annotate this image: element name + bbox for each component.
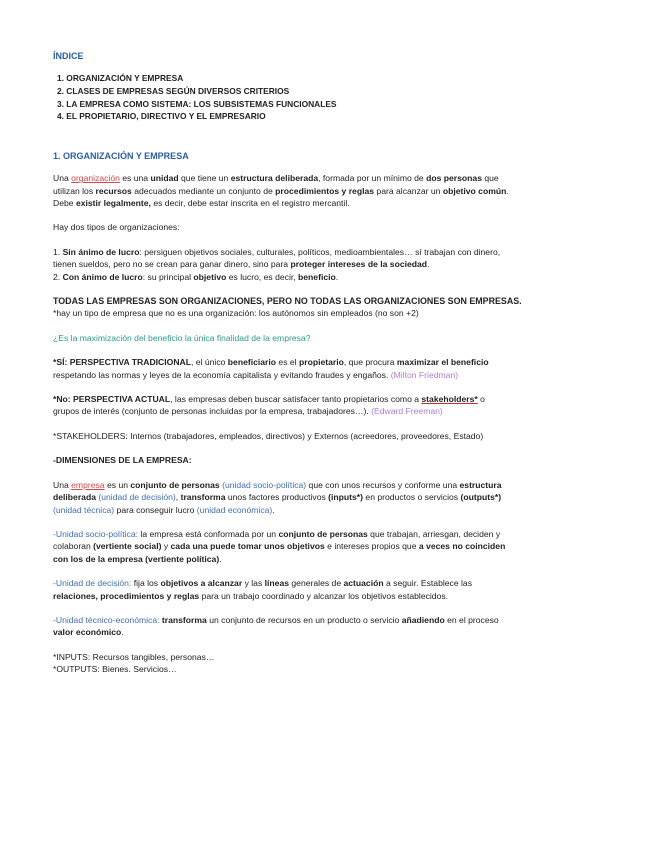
paragraph-unidad-tecnico-economica: -Unidad técnico-económica: transforma un conjunto de recursos en un producto o servicio añadiendo en el proceso valor económico. (53, 614, 499, 638)
paragraph-inputs: *INPUTS: Recursos tangibles, personas… *OUTPUTS: Bienes. Servicios… (53, 651, 215, 675)
paragraph-statement: TODAS LAS EMPRESAS SON ORGANIZACIONES, PERO NO TODAS LAS ORGANIZACIONES SON EMPRESAS. *hay un tipo de empresa que no es una organización: los autónomos sin empleados (no son +2) (53, 296, 522, 319)
paragraph-lucro: 1. Sin ánimo de lucro: persiguen objetivos sociales, culturales, políticos, medioambientales… sí trabajan con dinero, tienen sueldos, pero no se crean para ganar dinero, sino para proteger intereses de la sociedad. 2. Con ánimo de lucro: su principal objetivo es lucro, es decir, beneficio. (53, 246, 501, 282)
section-title: 1. ORGANIZACIÓN Y EMPRESA (53, 150, 189, 161)
paragraph-perspectiva-tradicional: *SÍ: PERSPECTIVA TRADICIONAL, el único beneficiario es el propietario, que procura maximizar el beneficio respetando las normas y leyes de la economía capitalista y evitando fraudes y engaños. (Milton Friedman) (53, 357, 489, 380)
document-page (53, 50, 601, 676)
index-title: ÍNDICE (53, 51, 84, 61)
question-heading: ¿Es la maximización del beneficio la única finalidad de la empresa? (53, 332, 311, 343)
paragraph-stakeholders: *STAKEHOLDERS: Internos (trabajadores, empleados, directivos) y Externos (acreedores, proveedores, Estado) (53, 430, 484, 441)
paragraph-unidad-decision: -Unidad de decisión: fija los objetivos a alcanzar y las líneas generales de actuación a seguir. Establece las relaciones, procedimientos y reglas para un trabajo coordinado y alcanzar los objetivos establecidos. (53, 578, 472, 601)
table-of-contents (57, 72, 601, 122)
dimensions-title: -DIMENSIONES DE LA EMPRESA: (53, 455, 192, 466)
toc-item[interactable]: 2. CLASES DE EMPRESAS SEGÚN DIVERSOS CRITERIOS (57, 86, 290, 96)
paragraph-perspectiva-actual: *No: PERSPECTIVA ACTUAL, las empresas deben buscar satisfacer tanto propietarios como a stakeholders* o grupos de interés (conjunto de personas incluidas por la empresa, trabajadores…). (Edward Freeman) (53, 394, 485, 417)
toc-item[interactable]: 4. EL PROPIETARIO, DIRECTIVO Y EL EMPRESARIO (57, 111, 266, 122)
paragraph-unidad-socio-politica: -Unidad socio-política: la empresa está conformada por un conjunto de personas que trabajan, arriesgan, deciden y colaboran (vertiente social) y cada una puede tomar unos objetivos e intereses propios que a veces no coinciden con los de la empresa (vertiente política). (53, 528, 506, 564)
toc-item[interactable]: 1. ORGANIZACIÓN Y EMPRESA (57, 73, 184, 84)
paragraph-empresa: Una empresa es un conjunto de personas (unidad socio-política) que con unos recursos y conforme una estructura deliberada (unidad de decisión), transforma unos factores productivos (inputs*) en productos o servicios (outputs*) (unidad técnica) para conseguir lucro (unidad económica). (53, 479, 502, 515)
paragraph-organizacion: Una organización es una unidad que tiene un estructura deliberada, formada por un mínimo de dos personas que utilizan los recursos adecuados mediante un conjunto de procedimientos y reglas para alcanzar un objetivo común. Debe existir legalmente, es decir, debe estar inscrita en el registro mercantil. (53, 173, 509, 208)
toc-item[interactable]: 3. LA EMPRESA COMO SISTEMA: LOS SUBSISTEMAS FUNCIONALES (57, 98, 337, 109)
paragraph-tipos: Hay dos tipos de organizaciones: (53, 222, 180, 233)
